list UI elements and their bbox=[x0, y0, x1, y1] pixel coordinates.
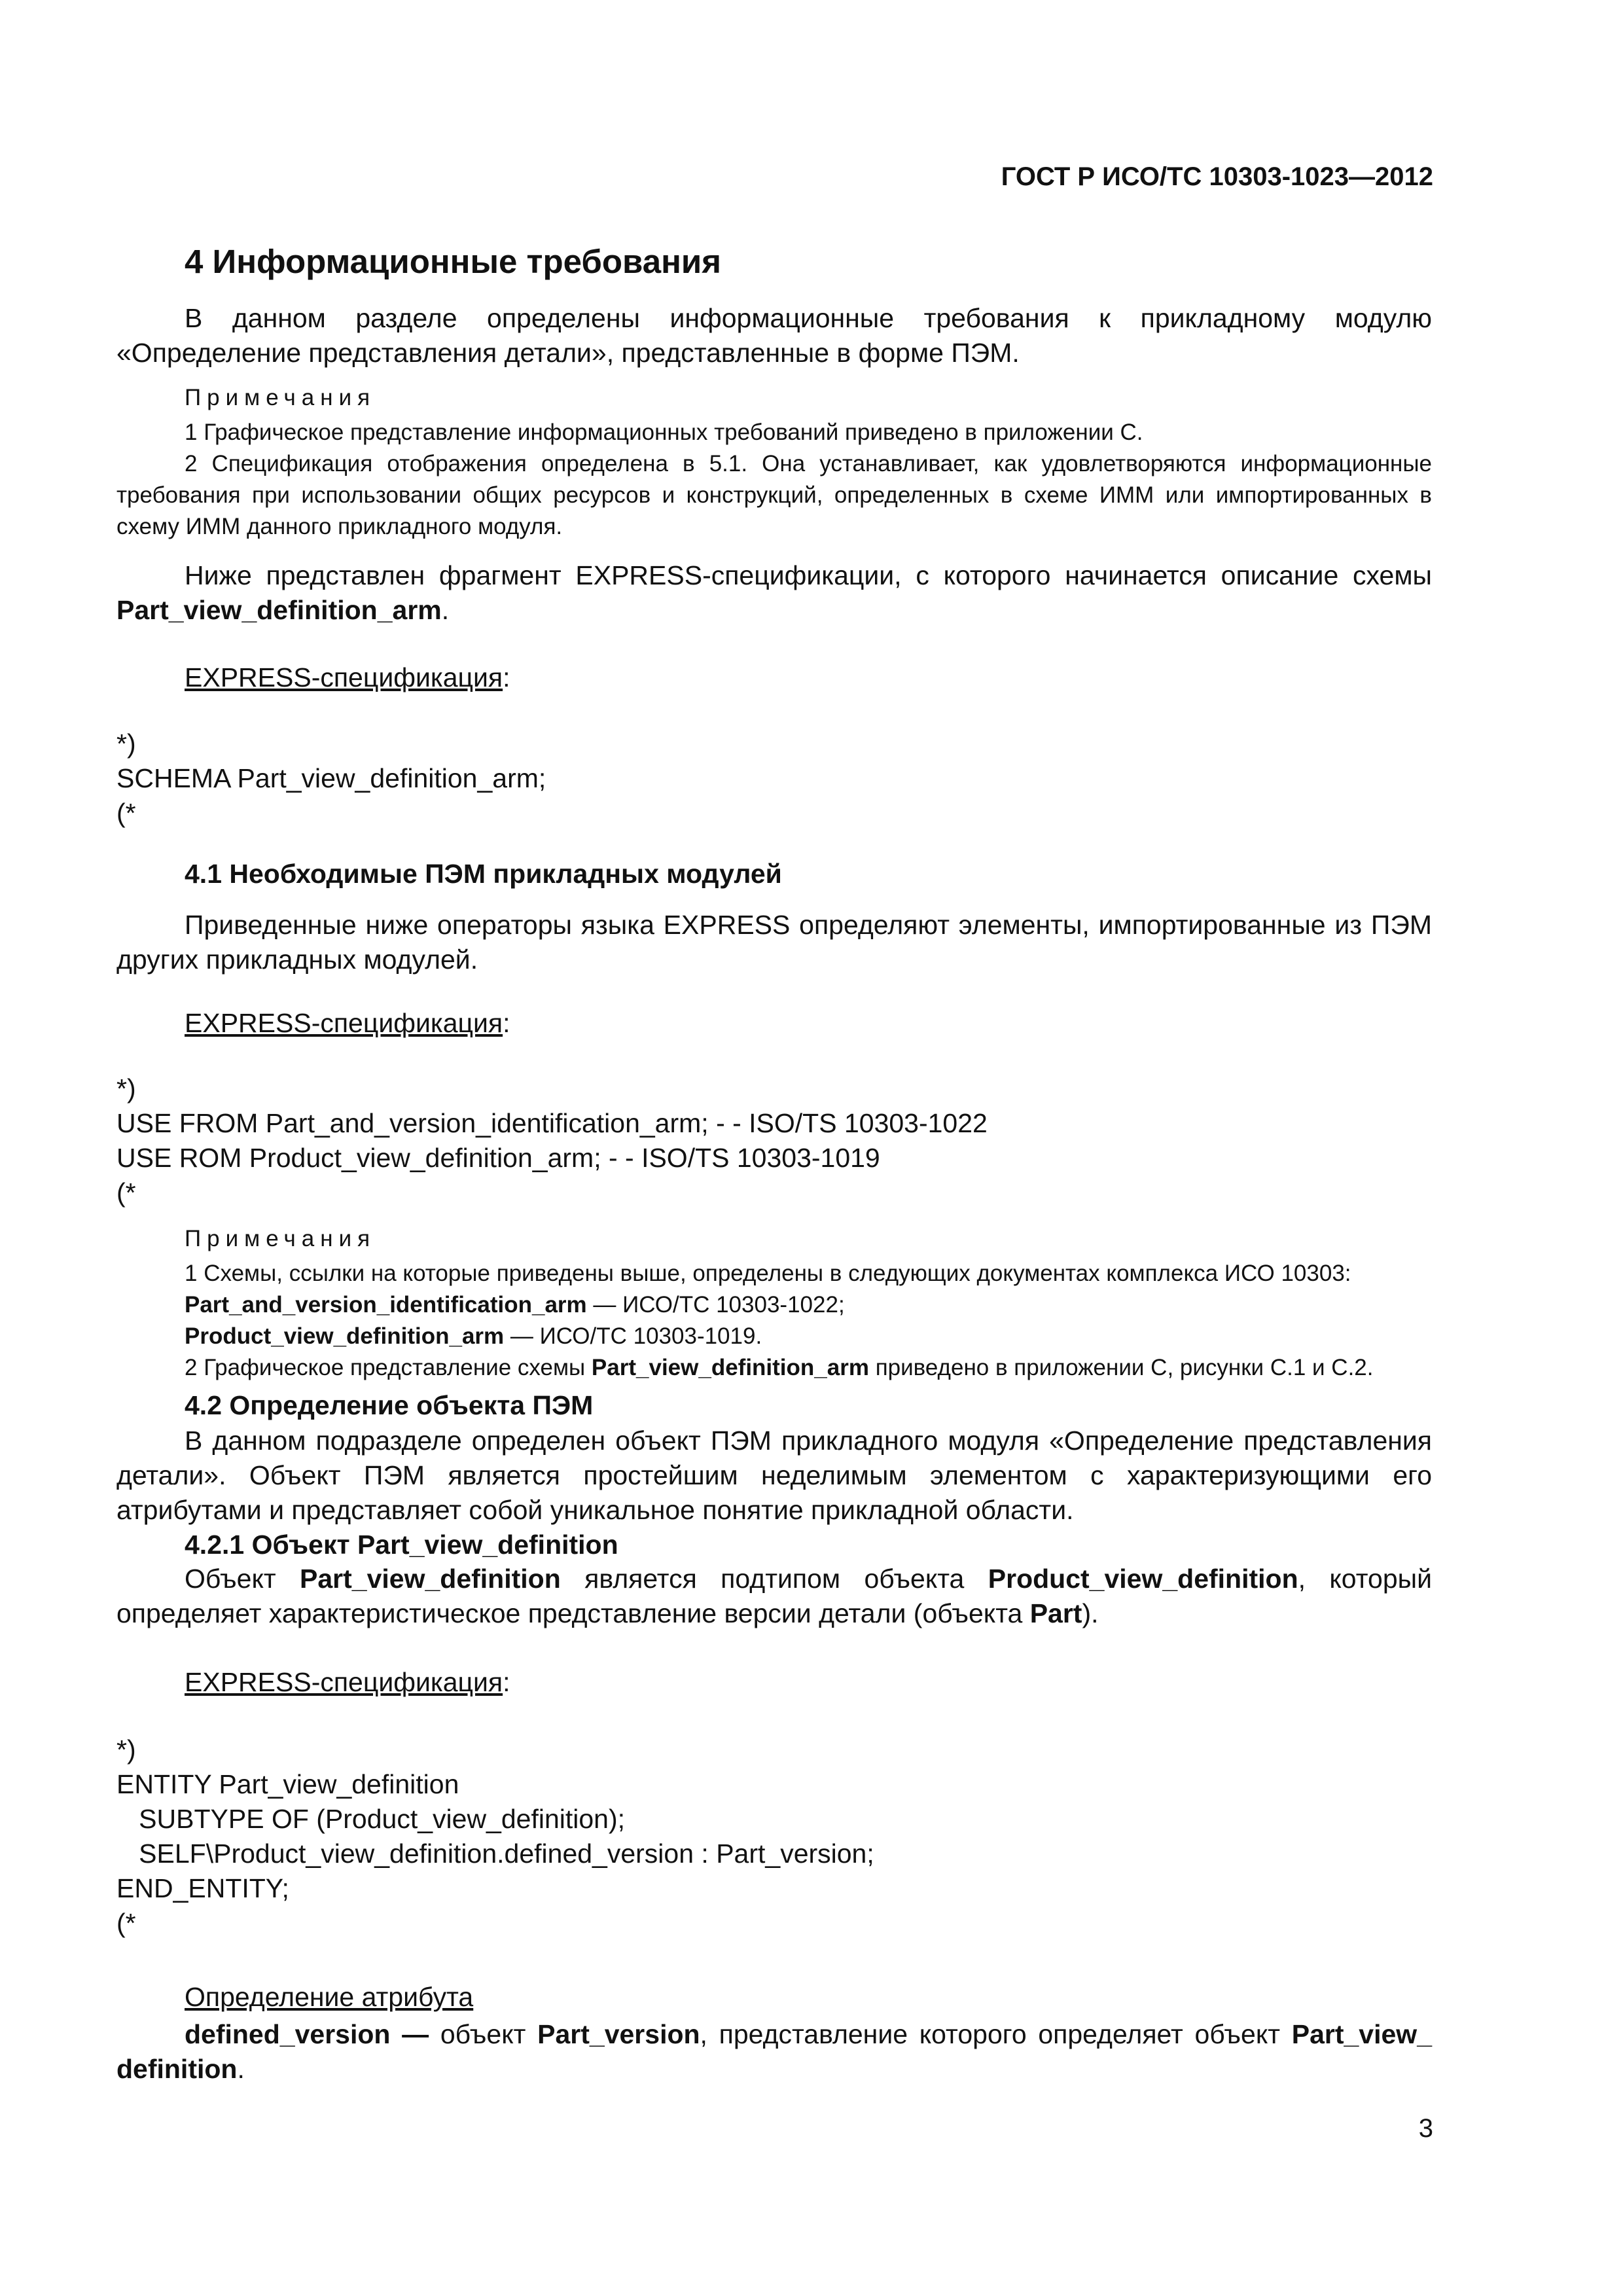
section-4-2-title: 4.2 Определение объекта ПЭМ bbox=[185, 1390, 594, 1420]
fragment-end: . bbox=[441, 595, 450, 625]
notes-title: Примечания bbox=[185, 1226, 376, 1251]
attribute-name: defined_version — bbox=[185, 2019, 429, 2049]
entity-name: Part_view_definition bbox=[300, 1564, 561, 1594]
page-number: 3 bbox=[1418, 2114, 1433, 2143]
text-run: , который определяет характеристическое представление версии детали (объекта bbox=[116, 1564, 1432, 1628]
reference-1-doc: — ИСО/ТС 10303-1022; bbox=[586, 1292, 845, 1318]
text-run: . bbox=[237, 2054, 245, 2084]
express-label-colon: : bbox=[503, 1008, 510, 1038]
reference-1-name: Part_and_version_identification_arm bbox=[185, 1292, 587, 1318]
express-code-use: *) USE FROM Part_and_version_identification_arm; - - ISO/TS 10303-1022 USE ROM Product_view_definition_arm; - - ISO/TS 10303-1019 (* bbox=[116, 1073, 988, 1208]
attribute-type: Part_version bbox=[537, 2019, 700, 2049]
note-2 bbox=[116, 1352, 1432, 1384]
text-run: , представление которого определяет объект bbox=[700, 2019, 1292, 2049]
express-label-colon: : bbox=[503, 1667, 510, 1697]
note-2-lead: 2 Графическое представление схемы bbox=[185, 1355, 592, 1380]
section-4-2-1-text bbox=[116, 1562, 1432, 1631]
supertype-name: Product_view_definition bbox=[988, 1564, 1298, 1594]
notes-title: Примечания bbox=[185, 385, 376, 410]
text-run: ). bbox=[1082, 1598, 1099, 1628]
note-1: 1 Графическое представление информационных требований приведено в приложении С. bbox=[185, 420, 1143, 445]
note-1: 1 Схемы, ссылки на которые приведены выше, определены в следующих документах комплекса ИСО 10303: bbox=[185, 1261, 1351, 1286]
text-run: объект bbox=[429, 2019, 538, 2049]
express-label-text: EXPRESS-спецификация bbox=[185, 662, 503, 692]
express-label bbox=[185, 1667, 510, 1698]
attribute-definition bbox=[116, 2017, 1432, 2087]
section-4-title: 4 Информационные требования bbox=[185, 243, 721, 280]
reference-2-doc: — ИСО/ТС 10303-1019. bbox=[504, 1323, 762, 1349]
part-name: Part bbox=[1029, 1598, 1082, 1628]
note-2-schema: Part_view_definition_arm bbox=[591, 1355, 869, 1380]
express-code-entity: *) ENTITY Part_view_definition SUBTYPE OF (Product_view_definition); SELF\Product_view_definition.defined_version : Part_version; END_ENTITY; (* bbox=[116, 1734, 874, 1938]
reference-2-name: Product_view_definition_arm bbox=[185, 1323, 505, 1349]
standard-header: ГОСТ Р ИСО/ТС 10303-1023—2012 bbox=[1001, 162, 1433, 191]
attribute-definition-label bbox=[185, 1982, 473, 2013]
express-label-text: EXPRESS-спецификация bbox=[185, 1008, 503, 1038]
note-2-end: приведено в приложении С, рисунки С.1 и С.2. bbox=[868, 1355, 1374, 1380]
express-code-schema: *) SCHEMA Part_view_definition_arm; (* bbox=[116, 728, 546, 828]
express-label bbox=[185, 662, 510, 693]
note-2: 2 Спецификация отображения определена в 5.1. Она устанавливает, как удовлетворяются информационные требования при использовании общих ресурсов и конструкций, определенных в схеме ИММ или импортированных в схему ИММ данного прикладного модуля. bbox=[116, 451, 1432, 539]
attribute-definition-label-text: Определение атрибута bbox=[185, 1982, 474, 2012]
entity-name: Part_view_ definition bbox=[116, 2019, 1432, 2084]
section-4-1-text: Приведенные ниже операторы языка EXPRESS определяют элементы, импортированные из ПЭМ других прикладных модулей. bbox=[116, 910, 1432, 975]
section-4-intro: В данном разделе определены информационные требования к прикладному модулю «Определение представления детали», представленные в форме ПЭМ. bbox=[116, 303, 1432, 368]
text-run: Объект bbox=[185, 1564, 300, 1594]
fragment-lead: Ниже представлен фрагмент EXPRESS-спецификации, с которого начинается описание схемы bbox=[185, 560, 1432, 590]
section-4-1-title: 4.1 Необходимые ПЭМ прикладных модулей bbox=[185, 859, 782, 889]
express-label-text: EXPRESS-спецификация bbox=[185, 1667, 503, 1697]
fragment-schema: Part_view_definition_arm bbox=[116, 595, 442, 625]
reference-1 bbox=[116, 1289, 1432, 1321]
section-4-2-1-title: 4.2.1 Объект Part_view_definition bbox=[185, 1530, 618, 1560]
reference-2 bbox=[116, 1321, 1432, 1352]
express-label bbox=[185, 1008, 510, 1039]
express-label-colon: : bbox=[503, 662, 510, 692]
section-4-2-text: В данном подразделе определен объект ПЭМ прикладного модуля «Определение представления детали». Объект ПЭМ является простейшим неделимым элементом с характеризующими его атрибутами и представляет собой уникальное понятие прикладной области. bbox=[116, 1426, 1432, 1525]
fragment-paragraph bbox=[116, 558, 1432, 628]
text-run: является подтипом объекта bbox=[560, 1564, 988, 1594]
